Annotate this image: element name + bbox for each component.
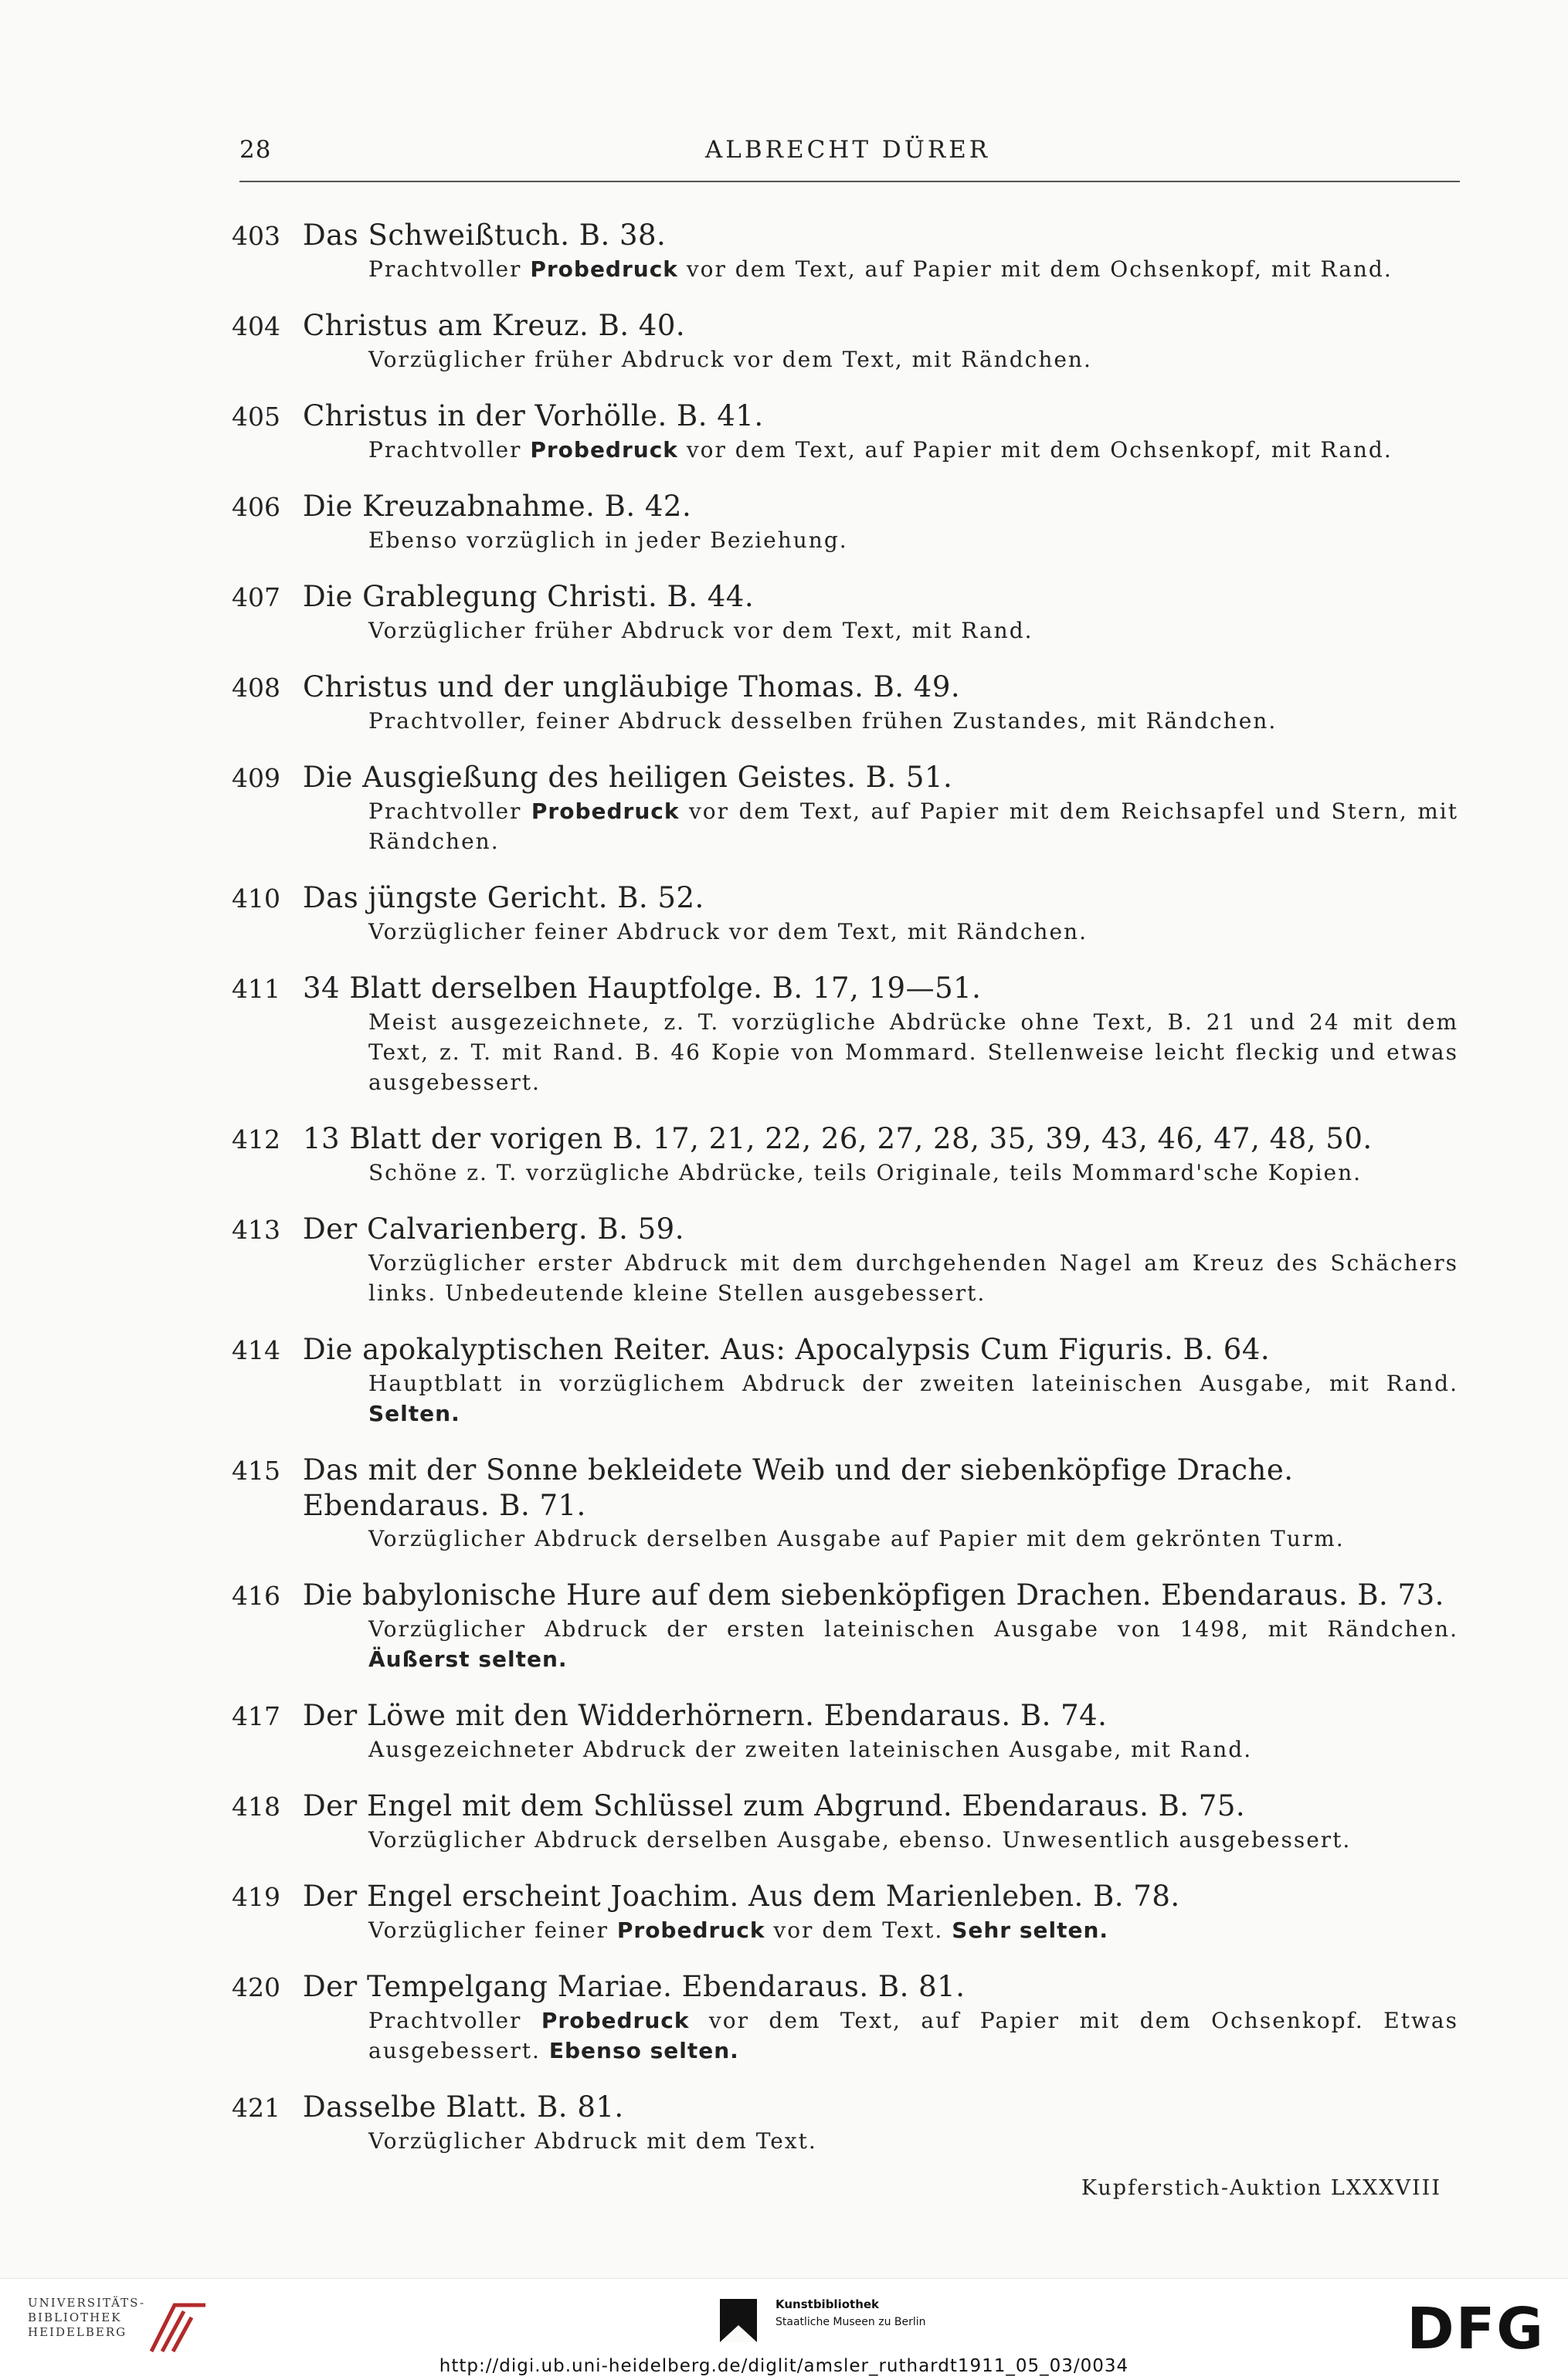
- page-number: 28: [239, 136, 272, 164]
- lot-title: Christus und der ungläubige Thomas. B. 49.: [303, 670, 961, 703]
- ub-heidelberg-logo[interactable]: [28, 2296, 213, 2358]
- lot-title: Der Engel erscheint Joachim. Aus dem Marienleben. B. 78.: [303, 1880, 1180, 1913]
- lot-description: Prachtvoller Probedruck vor dem Text, auf Papier mit dem Ochsenkopf, mit Rand.: [368, 256, 1393, 282]
- entry-heading: [232, 1212, 1468, 1248]
- catalog-entry: [232, 1969, 1468, 2066]
- footer-bar: [0, 2278, 1568, 2380]
- lot-number: 417: [232, 1701, 280, 1731]
- catalog-entry: [232, 1879, 1468, 1945]
- lot-number: 415: [232, 1456, 280, 1486]
- lot-number: 410: [232, 883, 280, 914]
- lot-number: 419: [232, 1882, 280, 1912]
- ub-heidelberg-mark-icon: [144, 2297, 213, 2356]
- lot-number: 403: [232, 221, 280, 251]
- lot-title: Die Ausgießung des heiligen Geistes. B. 51.: [303, 761, 953, 794]
- lot-description: Vorzüglicher Abdruck derselben Ausgabe, ebenso. Unwesentlich ausgebessert.: [368, 1827, 1352, 1853]
- lot-description: Vorzüglicher früher Abdruck vor dem Text, mit Rand.: [368, 618, 1033, 643]
- lot-title: 34 Blatt derselben Hauptfolge. B. 17, 19—51.: [303, 971, 982, 1005]
- entry-heading: [232, 971, 1468, 1007]
- lot-number: 407: [232, 582, 280, 612]
- kunstbibliothek-name: Kunstbibliothek: [776, 2297, 880, 2311]
- entry-heading: [232, 1453, 1468, 1524]
- lot-description: Meist ausgezeichnete, z. T. vorzügliche Abdrücke ohne Text, B. 21 und 24 mit dem Text, z. T. mit Rand. B. 46 Kopie von Mommard. Stellenweise leicht fleckig und etwas ausgebessert.: [368, 1009, 1458, 1095]
- lot-title: Christus in der Vorhölle. B. 41.: [303, 399, 764, 432]
- kunstbibliothek-logo[interactable]: [715, 2294, 947, 2348]
- lot-description: Vorzüglicher feiner Probedruck vor dem Text. Sehr selten.: [368, 1917, 1109, 1943]
- catalog-entries: [232, 218, 1468, 2180]
- lot-number: 408: [232, 673, 280, 703]
- lot-number: 404: [232, 311, 280, 341]
- lot-description: Schöne z. T. vorzügliche Abdrücke, teils Originale, teils Mommard'sche Kopien.: [368, 1160, 1363, 1185]
- catalog-entry: [232, 579, 1468, 646]
- lot-title: Die Grablegung Christi. B. 44.: [303, 580, 755, 613]
- lot-title: Die apokalyptischen Reiter. Aus: Apocalypsis Cum Figuris. B. 64.: [303, 1333, 1271, 1366]
- lot-title: Dasselbe Blatt. B. 81.: [303, 2090, 624, 2124]
- lot-number: 414: [232, 1335, 280, 1365]
- entry-heading: [232, 1879, 1468, 1915]
- entry-heading: [232, 398, 1468, 435]
- permalink-url[interactable]: http://digi.ub.uni-heidelberg.de/diglit/amsler_ruthardt1911_05_03/0034: [439, 2356, 1129, 2376]
- entry-heading: [232, 1698, 1468, 1734]
- catalog-entry: [232, 1332, 1468, 1429]
- catalog-entry: [232, 670, 1468, 736]
- lot-number: 420: [232, 1972, 280, 2002]
- lot-description: Vorzüglicher feiner Abdruck vor dem Text, mit Rändchen.: [368, 919, 1088, 944]
- catalog-note: Kupferstich-Auktion LXXXVIII: [1081, 2176, 1441, 2200]
- catalog-entry: [232, 2090, 1468, 2156]
- entry-heading: [232, 1788, 1468, 1825]
- catalog-entry: [232, 1453, 1468, 1554]
- lot-number: 406: [232, 492, 280, 522]
- lot-number: 418: [232, 1792, 280, 1822]
- catalog-entry: [232, 218, 1468, 284]
- entry-heading: [232, 308, 1468, 344]
- entry-heading: [232, 489, 1468, 525]
- lot-title: Das Schweißtuch. B. 38.: [303, 219, 667, 252]
- entry-heading: [232, 579, 1468, 615]
- lot-title: Der Tempelgang Mariae. Ebendaraus. B. 81.: [303, 1970, 966, 2003]
- entry-heading: [232, 1578, 1468, 1614]
- lot-number: 411: [232, 974, 280, 1004]
- catalog-entry: [232, 308, 1468, 375]
- ub-heidelberg-text: UNIVERSITÄTS- BIBLIOTHEK HEIDELBERG: [28, 2296, 146, 2339]
- entry-heading: [232, 1969, 1468, 2005]
- lot-title: Christus am Kreuz. B. 40.: [303, 309, 686, 342]
- lot-title: Die Kreuzabnahme. B. 42.: [303, 490, 692, 523]
- lot-number: 413: [232, 1215, 280, 1245]
- lot-description: Prachtvoller Probedruck vor dem Text, auf Papier mit dem Ochsenkopf. Etwas ausgebessert. Ebenso selten.: [368, 2008, 1458, 2063]
- header-rule: [239, 181, 1460, 182]
- lot-description: Prachtvoller, feiner Abdruck desselben frühen Zustandes, mit Rändchen.: [368, 708, 1278, 734]
- catalog-entry: [232, 1212, 1468, 1308]
- entry-heading: [232, 1121, 1468, 1158]
- lot-title: 13 Blatt der vorigen B. 17, 21, 22, 26, 27, 28, 35, 39, 43, 46, 47, 48, 50.: [303, 1122, 1373, 1155]
- lot-description: Hauptblatt in vorzüglichem Abdruck der zweiten lateinischen Ausgabe, mit Rand. Selten.: [368, 1371, 1458, 1426]
- lot-number: 421: [232, 2093, 280, 2123]
- lot-title: Das mit der Sonne bekleidete Weib und der siebenköpfige Drache. Ebendaraus. B. 71.: [303, 1453, 1294, 1522]
- lot-number: 412: [232, 1124, 280, 1154]
- lot-description: Vorzüglicher Abdruck mit dem Text.: [368, 2128, 817, 2154]
- catalog-entry: [232, 398, 1468, 465]
- entry-heading: [232, 1332, 1468, 1368]
- catalog-entry: [232, 760, 1468, 856]
- catalog-entry: [232, 1578, 1468, 1674]
- lot-description: Vorzüglicher früher Abdruck vor dem Text, mit Rändchen.: [368, 347, 1092, 372]
- lot-number: 416: [232, 1581, 280, 1611]
- lot-title: Die babylonische Hure auf dem siebenköpfigen Drachen. Ebendaraus. B. 73.: [303, 1578, 1444, 1612]
- page-header: [239, 136, 1456, 179]
- lot-title: Der Calvarienberg. B. 59.: [303, 1212, 684, 1246]
- lot-description: Vorzüglicher Abdruck derselben Ausgabe auf Papier mit dem gekrönten Turm.: [368, 1526, 1345, 1551]
- running-title: ALBRECHT DÜRER: [704, 136, 991, 164]
- catalog-entry: [232, 880, 1468, 947]
- catalog-entry: [232, 1121, 1468, 1188]
- catalog-entry: [232, 489, 1468, 555]
- lot-description: Prachtvoller Probedruck vor dem Text, auf Papier mit dem Reichsapfel und Stern, mit Rändchen.: [368, 798, 1458, 854]
- lot-description: Prachtvoller Probedruck vor dem Text, auf Papier mit dem Ochsenkopf, mit Rand.: [368, 437, 1393, 463]
- lot-title: Der Engel mit dem Schlüssel zum Abgrund. Ebendaraus. B. 75.: [303, 1789, 1246, 1822]
- lot-title: Der Löwe mit den Widderhörnern. Ebendaraus. B. 74.: [303, 1699, 1108, 1732]
- lot-number: 405: [232, 402, 280, 432]
- entry-heading: [232, 218, 1468, 254]
- kunstbibliothek-subtitle: Staatliche Museen zu Berlin: [776, 2316, 926, 2328]
- entry-heading: [232, 2090, 1468, 2126]
- lot-description: Vorzüglicher erster Abdruck mit dem durchgehenden Nagel am Kreuz des Schächers links. Unbedeutende kleine Stellen ausgebessert.: [368, 1250, 1458, 1306]
- catalog-entry: [232, 1698, 1468, 1765]
- lot-description: Ebenso vorzüglich in jeder Beziehung.: [368, 527, 848, 553]
- entry-heading: [232, 880, 1468, 917]
- kunstbibliothek-mark-icon: [715, 2299, 762, 2345]
- lot-description: Vorzüglicher Abdruck der ersten lateinischen Ausgabe von 1498, mit Rändchen. Äußerst selten.: [368, 1616, 1458, 1672]
- lot-number: 409: [232, 763, 280, 793]
- catalog-entry: [232, 1788, 1468, 1855]
- lot-title: Das jüngste Gericht. B. 52.: [303, 881, 704, 914]
- entry-heading: [232, 760, 1468, 796]
- dfg-logo[interactable]: DFG: [1407, 2296, 1545, 2362]
- lot-description: Ausgezeichneter Abdruck der zweiten lateinischen Ausgabe, mit Rand.: [368, 1737, 1253, 1762]
- entry-heading: [232, 670, 1468, 706]
- catalog-entry: [232, 971, 1468, 1097]
